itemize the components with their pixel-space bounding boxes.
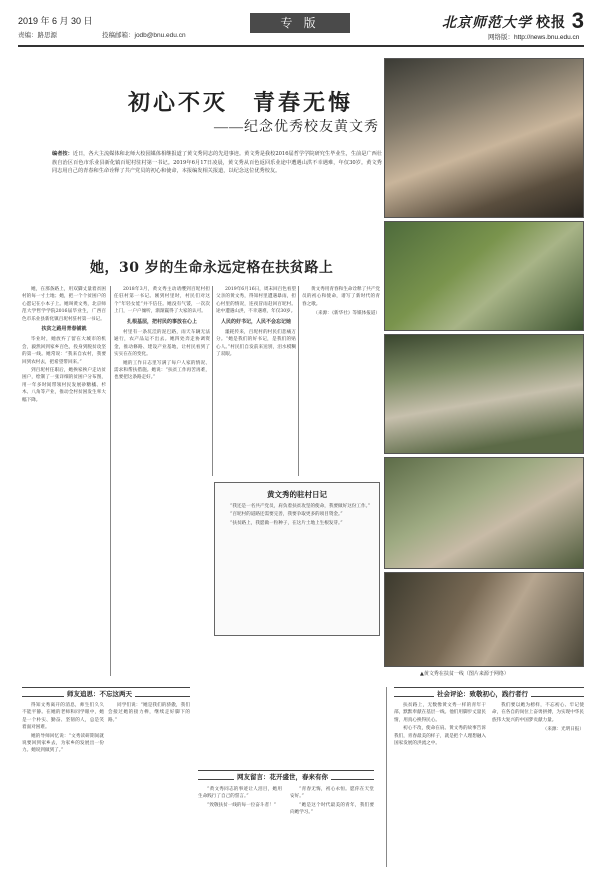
paragraph: “青春无悔，初心永恒。愿你在天堂安好。”: [290, 787, 374, 800]
photo-village-road: [384, 334, 584, 454]
section-bar-label: 师友追思：不忘这两天: [64, 689, 135, 698]
lower-mid-column-1: [198, 786, 282, 868]
paragraph: 毕业时，她放弃了留在大城市的机会，毅然回到家乡百色，投身到脱贫攻坚的第一线。她常说：“我来自农村，我要回到农村去，把希望带回来。”: [22, 337, 106, 365]
column-divider: [110, 286, 111, 676]
lower-right-column-2: [492, 702, 584, 867]
page-number: 3: [571, 8, 584, 33]
paragraph: “百坭村的道路还需要完善，我要争取更多的项目资金。”: [230, 512, 343, 518]
feature-title: 初心不灭 青春无悔: [128, 90, 354, 116]
feature-subtitle: ——纪念优秀校友黄文秀: [214, 120, 379, 135]
paragraph: “扶贫路上，我愿做一粒种子，在这片土地上生根发芽。”: [230, 520, 343, 526]
lower-left-column-2: [108, 702, 190, 764]
article-column-2: [114, 286, 210, 681]
editor-credit: 责编：路思源: [18, 32, 57, 39]
page-header: [18, 8, 584, 46]
photo-portrait: [384, 457, 584, 569]
photo-meeting-villagers: [384, 58, 584, 218]
lower-mid-column-2: [290, 786, 374, 868]
paragraph: “致敬扶贫一线的每一位奋斗者！”: [207, 802, 277, 808]
issue-date: 2019 年 6 月 30 日: [18, 16, 93, 26]
section-bar-right: [394, 687, 584, 697]
editor-note: [52, 150, 382, 176]
editor-note-text: 近日，各大主流媒体和北师大校园媒体相继报道了黄文秀同志的先进事迹。黄文秀是我校2016届哲学学院研究生毕业生，生前是广西壮族自治区百色市乐业县新化镇百坭村驻村第一书记。2019年6月17日凌晨，黄文秀从百色返回乐业途中遭遇山洪不幸遇难，年仅30岁。黄文秀同志用自己的青春和生命诠释了共产党员的初心和使命，本报编发相关报道，以纪念这位优秀校友。: [52, 151, 382, 175]
paragraph: 她的导师回忆说：“文秀读研期间就说要回到家乡去，为家乡的发展出一份力。她说到做到了。”: [22, 733, 104, 754]
paragraph: 2018年3月，黄文秀主动请缨到百坭村担任驻村第一书记。刚到村里时，村民们对这个“年轻女娃”并不信任。她没有气馁，一次次上门，一户户倾听，渐渐赢得了大家的认可。: [114, 287, 210, 315]
header-rule: [18, 45, 584, 47]
paragraph: 村里有一条坑洼的泥巴路，雨天车辆无法通行，农产品运不出去。她四处奔走协调资金，推动修路、建设产业基地，让村民看到了实实在在的变化。: [114, 330, 210, 358]
article-column-4: [302, 286, 380, 476]
masthead: [442, 12, 566, 32]
paragraph: 同学们说：“她是我们的骄傲，我们会接过她的接力棒，继续走好脚下的路。”: [108, 703, 190, 723]
article-subheading: 扶贫之路用青春铺就: [41, 326, 87, 333]
paragraph: 到百坭村任职后，她挨家挨户走访贫困户，绘制了一张详细的贫困户分布图，用一年多时间带领村民发展砂糖橘、杉木、八角等产业，推动全村贫困发生率大幅下降。: [22, 368, 106, 403]
section-bar-mid: [198, 770, 374, 780]
lower-right-column-1: [394, 702, 486, 867]
article-column-1: [22, 286, 106, 681]
column-divider: [298, 286, 299, 476]
masthead-suffix: 校报: [536, 15, 566, 31]
paragraph: 得知文秀离开的消息，师生们久久不能平静。在她的老师和同学眼中，她是一个朴实、勤奋、坚韧的人，总是笑着面对困难。: [22, 703, 104, 731]
paragraph: “黄文秀同志的事迹让人泪目，她用生命践行了自己的誓言。”: [198, 787, 282, 800]
paragraph: 2019年6月16日，周末回百色看望父亲的黄文秀，得知村里遭遇暴雨，担心村里的情况，连夜冒雨赶回百坭村。途中遭遇山洪，不幸遇难，年仅30岁。: [216, 287, 296, 315]
column-divider: [212, 286, 213, 476]
paragraph: 扶贫路上，无数像黄文秀一样的青年干部，默默奉献在基层一线。他们用脚步丈量民情，用真心换得民心。: [394, 703, 486, 723]
submission-email: 投稿邮箱：jodb@bnu.edu.cn: [102, 32, 186, 39]
paragraph: 初心不改，使命在肩。黄文秀的故事告诉我们，青春最美的样子，就是把个人理想融入国家发展的洪流之中。: [394, 726, 486, 747]
diary-title: 黄文秀的驻村日记: [267, 490, 327, 499]
paragraph: “她是这个时代最美的青年，我们要向她学习。”: [290, 802, 374, 816]
lower-left-column-1: [22, 702, 104, 867]
paragraph: 我们要以她为榜样，不忘初心、牢记使命，在各自的岗位上奋勇拼搏，为实现中华民族伟大复兴的中国梦贡献力量。: [492, 703, 584, 723]
website-link[interactable]: 网络版：http://news.bnu.edu.cn: [488, 34, 580, 41]
paragraph: “我还是一名共产党员，肩负着扶贫攻坚的使命，我要做好这份工作。”: [230, 504, 371, 509]
article-subheading: 扎根基层，把村民的事放在心上: [126, 318, 197, 325]
photo-caption: ▲黄文秀在扶贫一线（图片来源于网络）: [420, 671, 509, 677]
section-bar-label: 社会评论：致敬初心，践行者行: [434, 689, 531, 698]
article-column-3: [216, 286, 296, 476]
editor-note-lead: 编者按：: [52, 151, 73, 157]
article-subheading: 人民的好书记，人民不会忘记她: [220, 318, 291, 325]
paragraph: 黄文秀用青春和生命诠释了共产党员的初心和使命，谱写了新时代的青春之歌。: [302, 287, 380, 307]
paragraph: 噩耗传来，百坭村的村民们悲痛万分。“她是我们的好书记，是我们的贴心人。”村民们自发前来送别，泪水模糊了双眼。: [216, 330, 296, 358]
article-source: （来源：《新华社》等媒体报道）: [313, 311, 380, 317]
diary-text: [221, 503, 375, 631]
section-bar-label: 网友留言：花开盛世，春来有你: [234, 772, 331, 781]
masthead-title: 北京师范大学: [442, 15, 532, 31]
column-divider: [386, 687, 387, 867]
article-source: （来源：光明日报）: [542, 727, 584, 733]
diary-box: [214, 482, 380, 636]
section-bar-left: [22, 687, 190, 697]
story-headline: 她，30 岁的生命永远定格在扶贫路上: [90, 260, 334, 276]
photo-with-livestock: [384, 572, 584, 667]
photo-field-visit: [384, 221, 584, 331]
paragraph: 她的工作日志里写满了每户人家的情况、需求和帮扶措施。她说：“扶贫工作再苦再难，也要把这条路走好。”: [114, 360, 210, 381]
section-label: 专 版: [250, 13, 350, 33]
paragraph: 她，在那条路上，用双脚丈量着贫困村的每一寸土地；她，把一个个贫困户的心愿记在小本子上。她叫黄文秀，北京师范大学哲学学院2016届毕业生，广西百色市乐业县新化镇百坭村驻村第一书记。: [22, 287, 106, 322]
